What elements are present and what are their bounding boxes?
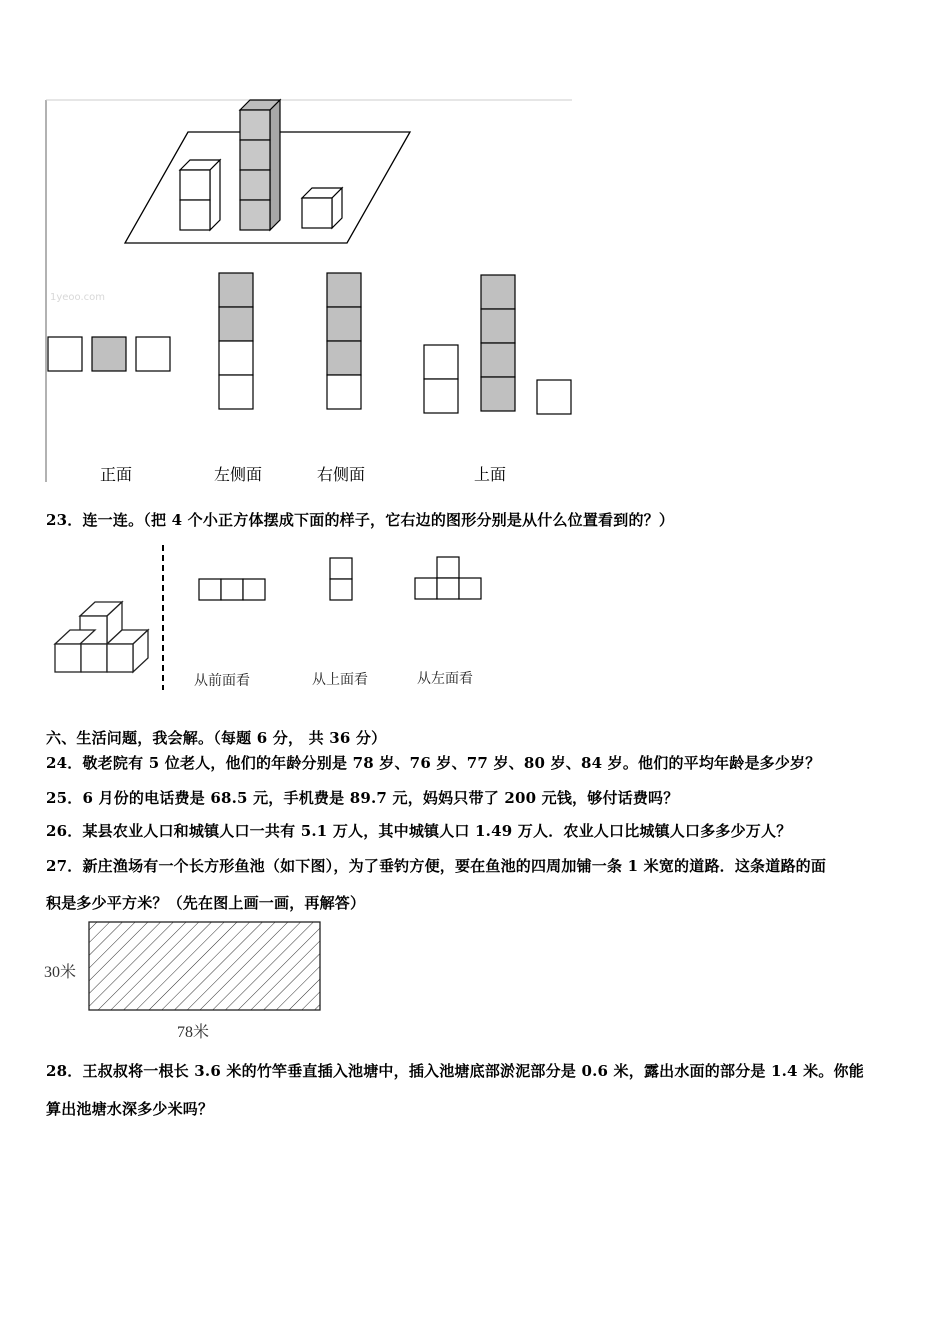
question-24: 24．敬老院有 5 位老人，他们的年龄分别是 78 岁、76 岁、77 岁、80 岁、84 岁。他们的平均年龄是多少岁？ [46,754,821,772]
view-left-side [219,273,253,409]
q23-cube-arrangement [55,602,148,672]
question-26: 26．某县农业人口和城镇人口一共有 5.1 万人，其中城镇人口 1.49 万人．农业人口比城镇人口多多少万人？ [46,822,792,840]
caption-left-side: 左侧面 [214,465,263,484]
figure-fish-pond [40,915,340,1045]
cube-stack-left [180,160,220,230]
watermark: 1yeoo.com [50,292,106,303]
q23-view-t-shape [415,557,481,599]
caption-front: 正面 [100,465,133,484]
caption-top: 上面 [474,465,507,484]
q23-view-row [199,579,265,600]
pond-width-label: 30米 [44,964,77,981]
section-6-title: 六、生活问题，我会解。（每题 6 分， 共 36 分） [46,729,387,747]
q23-view-column [330,558,352,600]
label-from-left: 从左面看 [417,671,473,687]
question-28-line1: 28．王叔叔将一根长 3.6 米的竹竿垂直插入池塘中，插入池塘底部淤泥部分是 0.6 米，露出水面的部分是 1.4 米。你能 [46,1062,864,1080]
question-28-line2: 算出池塘水深多少米吗？ [46,1100,214,1118]
cube-stack-middle [240,100,280,230]
view-right-side [327,273,361,409]
pond-length-label: 78米 [177,1024,210,1041]
cube-single-right [302,188,342,228]
question-23: 23．连一连。（把 4 个小正方体摆成下面的样子，它右边的图形分别是从什么位置看到的？） [46,511,675,529]
figure-q23 [40,540,510,700]
fish-pond-rectangle [89,922,320,1010]
view-top [424,275,571,414]
label-from-front: 从前面看 [194,673,250,689]
question-25: 25．6 月份的电话费是 68.5 元，手机费是 89.7 元，妈妈只带了 200 元钱，够付话费吗？ [46,789,679,807]
question-27-line1: 27．新庄渔场有一个长方形鱼池（如下图），为了垂钓方便，要在鱼池的四周加铺一条 1 米宽的道路．这条道路的面 [46,857,827,875]
label-from-top: 从上面看 [312,672,368,688]
view-front [48,337,170,371]
caption-right-side: 右侧面 [317,465,366,484]
question-27-line2: 积是多少平方米？（先在图上画一画，再解答） [46,894,366,912]
cube-views-drawing [0,0,600,490]
figure-cube-views [0,0,600,490]
